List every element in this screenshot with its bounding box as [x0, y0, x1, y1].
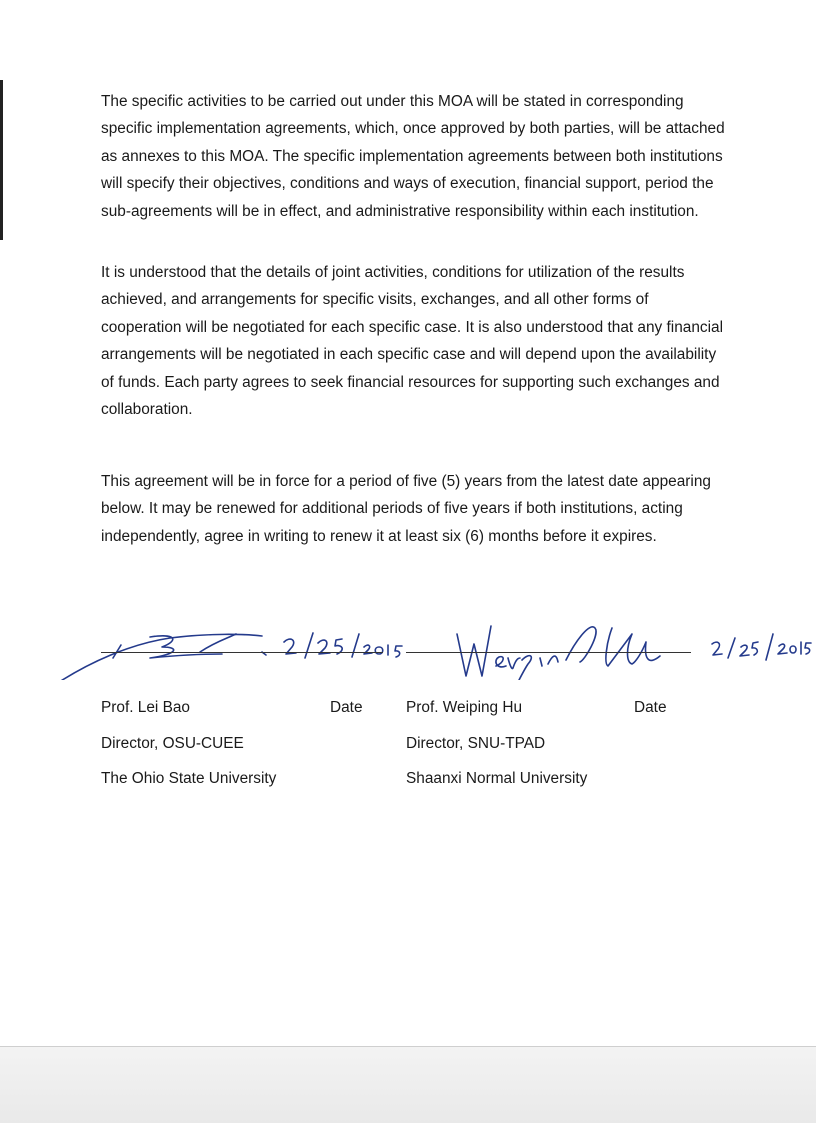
- signature-lei-bao: [56, 634, 266, 680]
- paragraph-joint-activities: It is understood that the details of joint activities, conditions for utilization of the results achieved, and arrangements for specific visits, exchanges, and all other forms of cooperation will be negotiated for each specific case. It is also understood that any financial arrangements will be negotiated in each specific case and will depend upon the availability of funds. Each party agrees to seek financial resources for supporting such exchanges and collaboration.: [101, 264, 723, 419]
- paragraph-term-of-agreement: This agreement will be in force for a period of five (5) years from the latest date appearing below. It may be renewed for additional periods of five years if both institutions, acting independently, agree in writing to renew it at least six (6) months before it expires.: [101, 473, 711, 545]
- signature-line-right: [406, 652, 691, 653]
- scan-bottom-margin: [0, 1046, 816, 1123]
- handwritten-date-right: [712, 634, 811, 660]
- paragraph-implementation-agreements: The specific activities to be carried out under this MOA will be stated in corresponding specific implementation agreements, which, once approved by both parties, will be attached as annexes to this MOA. The specific implementation agreements between both institutions will specify their objectives, conditions and ways of execution, financial support, period the sub-agreements will be in effect, and administrative responsibility within each institution.: [101, 93, 725, 220]
- signature-block-ink: [0, 600, 816, 680]
- signatory-name-right: Prof. Weiping Hu: [406, 699, 523, 716]
- signature-line-left: [101, 652, 383, 653]
- signatory-name-left: Prof. Lei Bao: [101, 699, 190, 716]
- signatory-institution-left: The Ohio State University: [101, 770, 277, 787]
- signatory-institution-right: Shaanxi Normal University: [406, 770, 588, 787]
- date-label-right: Date: [634, 699, 667, 716]
- handwritten-date-left: [284, 633, 402, 658]
- signatory-title-right: Director, SNU-TPAD: [406, 735, 546, 752]
- date-label-left: Date: [330, 699, 363, 716]
- signature-weiping-hu: [457, 626, 660, 680]
- scan-edge-mark: [0, 80, 3, 240]
- signatory-title-left: Director, OSU-CUEE: [101, 735, 244, 752]
